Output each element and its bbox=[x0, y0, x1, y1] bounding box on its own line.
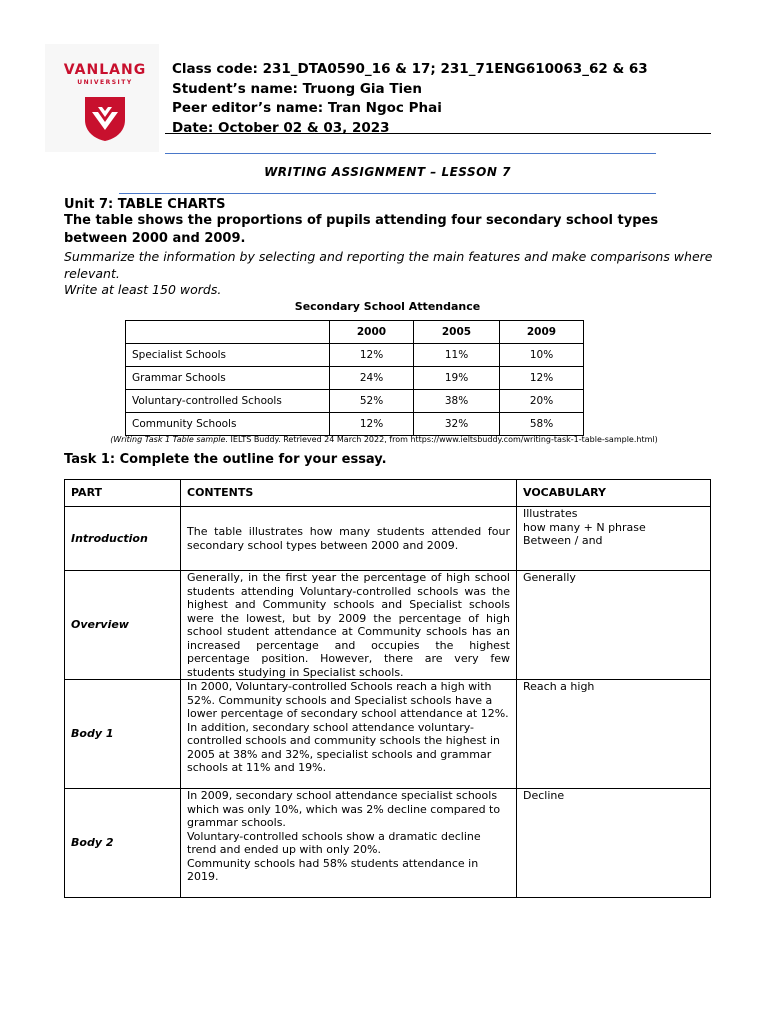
school-type: Grammar Schools bbox=[126, 367, 330, 390]
outline-header-row bbox=[65, 480, 711, 507]
logo-subtitle: UNIVERSITY bbox=[77, 79, 133, 86]
header-divider bbox=[165, 133, 711, 134]
peer-editor-name: Peer editor’s name: Tran Ngoc Phai bbox=[172, 100, 442, 116]
school-type: Community Schools bbox=[126, 413, 330, 436]
percentage-cell: 12% bbox=[500, 367, 584, 390]
logo-name: VANLANG bbox=[63, 62, 147, 78]
percentage-cell: 19% bbox=[414, 367, 500, 390]
school-type: Voluntary-controlled Schools bbox=[126, 390, 330, 413]
table-row bbox=[126, 413, 584, 436]
contents-cell bbox=[181, 507, 517, 571]
outline-header-contents: CONTENTS bbox=[181, 480, 517, 507]
date: Date: October 02 & 03, 2023 bbox=[172, 119, 390, 136]
vocabulary-cell bbox=[517, 571, 711, 680]
instruction: Summarize the information by selecting and reporting the main features and make comparisons where relevant. bbox=[64, 249, 713, 281]
citation-source: IELTS Buddy. Retrieved 24 March 2022, from https://www.ieltsbuddy.com/writing-task-1-table-sample.html) bbox=[228, 435, 658, 444]
part-label: Introduction bbox=[65, 507, 181, 571]
vocabulary-item: Illustrates bbox=[523, 507, 578, 520]
contents-paragraph: In 2000, Voluntary-controlled Schools reach a high with 52%. Community schools and Specialist schools have a lower percentage of secondary school attendance at 12%. bbox=[187, 680, 509, 720]
part-label: Overview bbox=[65, 571, 181, 680]
outline-table bbox=[64, 479, 711, 898]
attendance-header-cell: 2005 bbox=[414, 321, 500, 344]
table-row bbox=[126, 367, 584, 390]
contents-cell bbox=[181, 789, 517, 898]
task1-heading: Task 1: Complete the outline for your essay. bbox=[64, 452, 387, 467]
percentage-cell: 38% bbox=[414, 390, 500, 413]
table-row bbox=[65, 507, 711, 571]
title-divider-bottom bbox=[119, 193, 656, 194]
contents-paragraph: In 2009, secondary school attendance specialist schools which was only 10%, which was 2% decline compared to grammar schools. bbox=[187, 789, 501, 829]
percentage-cell: 12% bbox=[330, 413, 414, 436]
attendance-header-cell: 2009 bbox=[500, 321, 584, 344]
shield-icon bbox=[84, 96, 126, 142]
table-row bbox=[65, 571, 711, 680]
percentage-cell: 58% bbox=[500, 413, 584, 436]
vocabulary-item: Between / and bbox=[523, 534, 603, 547]
vocabulary-item: Generally bbox=[523, 571, 576, 584]
contents-paragraph: In addition, secondary school attendance voluntary-controlled schools and community schools the highest in 2005 at 38% and 32%, specialist schools and grammar schools at 11% and 19%. bbox=[187, 720, 501, 774]
part-label: Body 2 bbox=[65, 789, 181, 898]
word-count-instruction: Write at least 150 words. bbox=[64, 282, 222, 297]
attendance-table-title: Secondary School Attendance bbox=[294, 300, 481, 313]
percentage-cell: 32% bbox=[414, 413, 500, 436]
vocabulary-item: Decline bbox=[523, 789, 565, 802]
attendance-table bbox=[125, 320, 584, 436]
vocabulary-item: Reach a high bbox=[523, 680, 595, 693]
percentage-cell: 20% bbox=[500, 390, 584, 413]
attendance-header-cell: 2000 bbox=[330, 321, 414, 344]
part-label: Body 1 bbox=[65, 680, 181, 789]
contents-paragraph: The table illustrates how many students attended four secondary school types between 2000 and 2009. bbox=[187, 525, 510, 552]
table-row bbox=[65, 789, 711, 898]
contents-paragraph: Generally, in the first year the percentage of high school students attending Voluntary-controlled schools was the highest and Community schools and Specialist schools were the lowest, but by 2009 the percentage of high school student attendance at Community schools has an increased percentage and occupies the highest percentage position. However, there are very few students studying in Specialist schools. bbox=[187, 571, 510, 679]
percentage-cell: 10% bbox=[500, 344, 584, 367]
vocabulary-item: how many + N phrase bbox=[523, 520, 646, 534]
outline-header-vocabulary: VOCABULARY bbox=[517, 480, 711, 507]
contents-paragraph: Community schools had 58% students attendance in 2019. bbox=[187, 856, 479, 883]
vocabulary-cell bbox=[517, 507, 711, 571]
unit-heading: Unit 7: TABLE CHARTS bbox=[64, 197, 226, 212]
assignment-title: WRITING ASSIGNMENT – LESSON 7 bbox=[264, 165, 511, 179]
contents-cell bbox=[181, 680, 517, 789]
attendance-header-row bbox=[126, 321, 584, 344]
student-name: Student’s name: Truong Gia Tien bbox=[172, 80, 422, 97]
outline-header-part: PART bbox=[65, 480, 181, 507]
task-prompt: The table shows the proportions of pupils attending four secondary school types between 2000 and 2009. bbox=[64, 213, 659, 246]
percentage-cell: 11% bbox=[414, 344, 500, 367]
school-type: Specialist Schools bbox=[126, 344, 330, 367]
percentage-cell: 12% bbox=[330, 344, 414, 367]
percentage-cell: 24% bbox=[330, 367, 414, 390]
contents-paragraph: Voluntary-controlled schools show a dramatic decline trend and ended up with only 20%. bbox=[187, 829, 481, 856]
table-row bbox=[65, 680, 711, 789]
vocabulary-cell bbox=[517, 789, 711, 898]
percentage-cell: 52% bbox=[330, 390, 414, 413]
attendance-header-cell bbox=[126, 321, 330, 344]
class-code: Class code: 231_DTA0590_16 & 17; 231_71ENG610063_62 & 63 bbox=[172, 61, 648, 77]
table-row bbox=[126, 344, 584, 367]
citation-title: (Writing Task 1 Table sample. bbox=[110, 435, 228, 444]
header-info bbox=[172, 60, 648, 138]
title-divider-top bbox=[165, 153, 656, 154]
contents-cell bbox=[181, 571, 517, 680]
vocabulary-cell bbox=[517, 680, 711, 789]
citation bbox=[64, 435, 704, 444]
table-row bbox=[126, 390, 584, 413]
